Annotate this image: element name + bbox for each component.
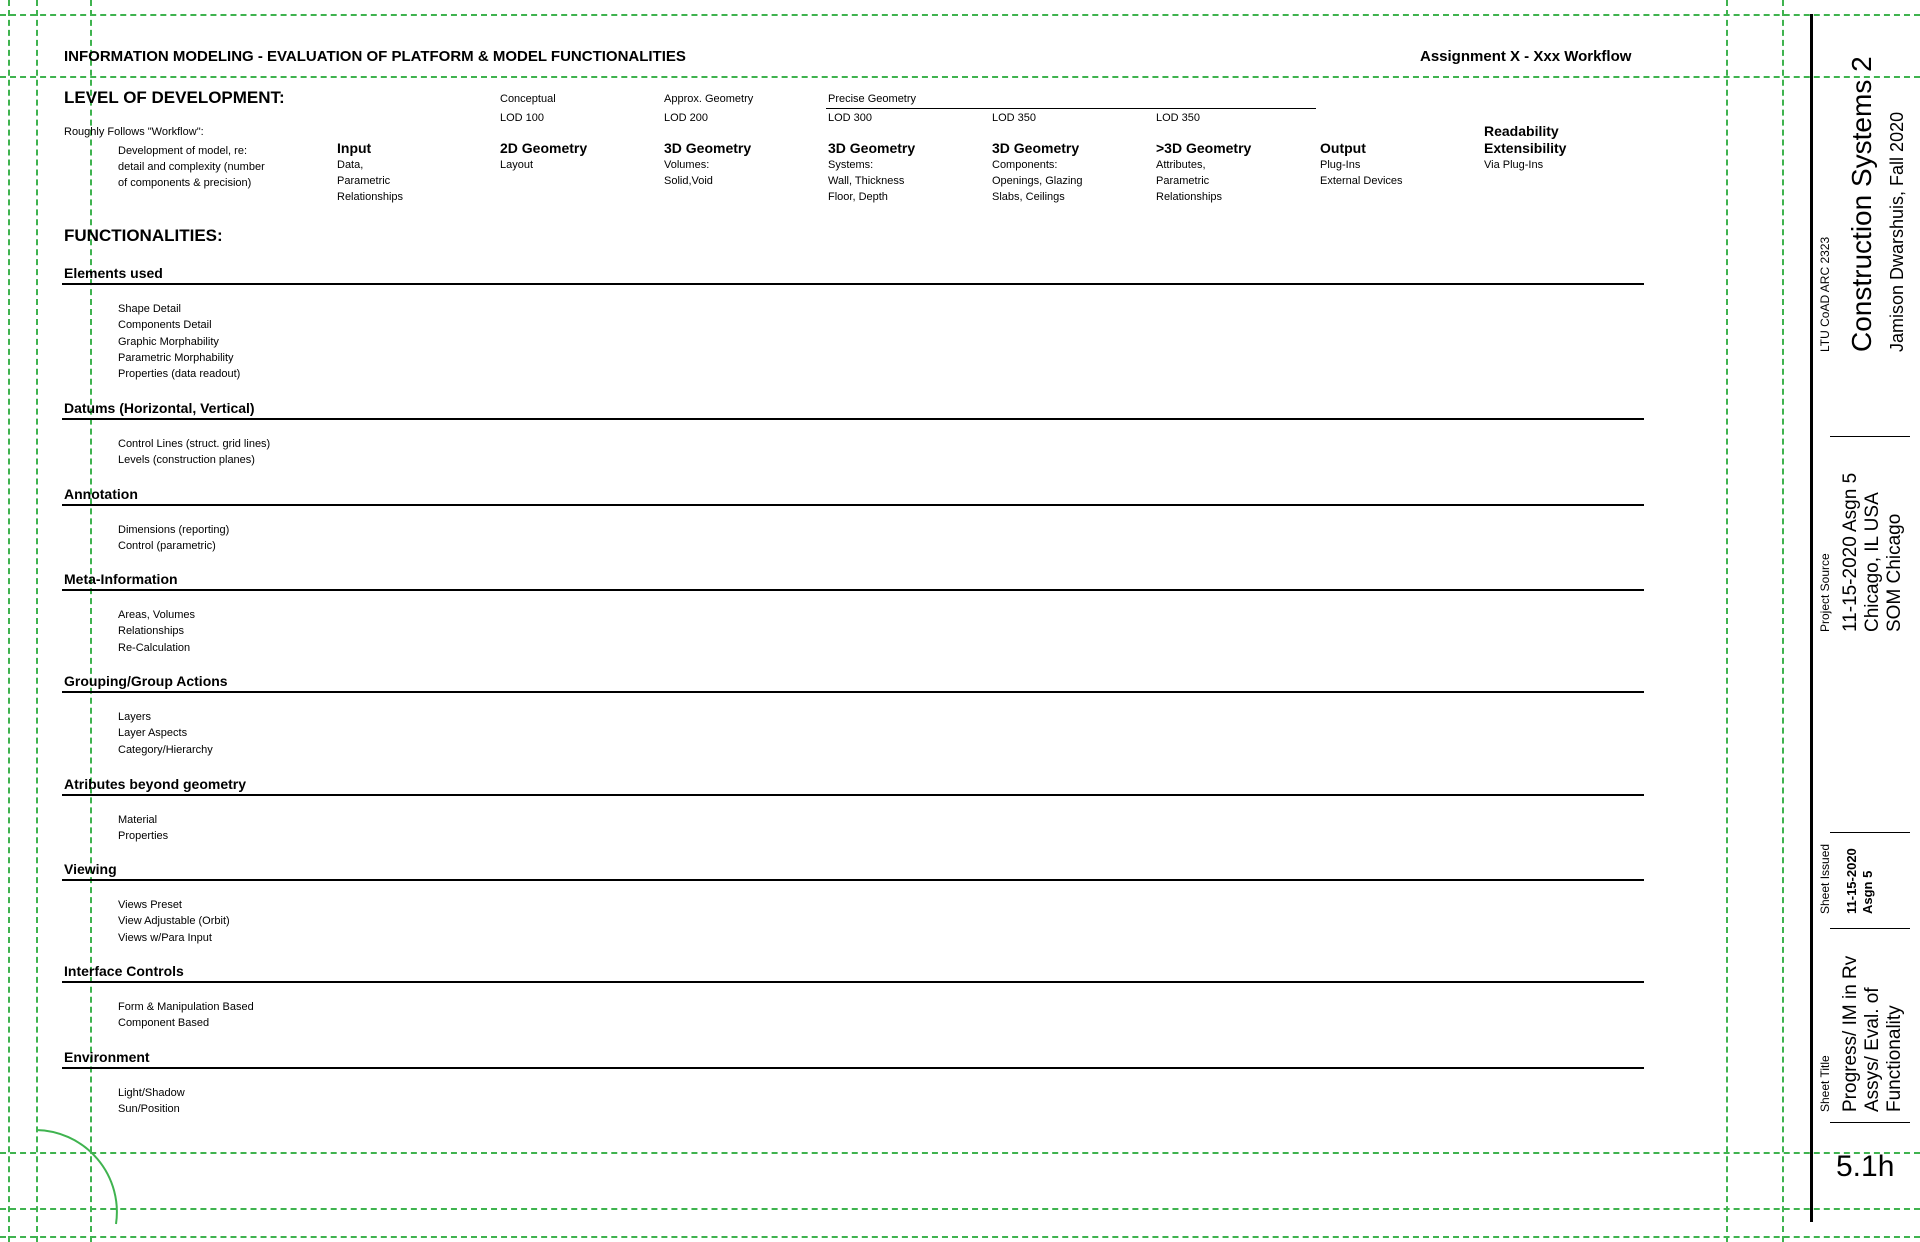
section-item: View Adjustable (Orbit) <box>118 915 230 928</box>
guide-line-right-1 <box>1726 0 1728 1242</box>
section-item: Control (parametric) <box>118 540 216 553</box>
guide-line-bottom-1 <box>0 1208 1920 1210</box>
section-item: Layer Aspects <box>118 727 188 740</box>
lod-350-b: LOD 350 <box>1156 112 1201 124</box>
guide-line-bottom-2 <box>0 1236 1920 1238</box>
section-title: Environment <box>64 1049 150 1065</box>
lod-column-3d-components: 3D Geometry Components: Openings, Glazing Slabs, Ceilings <box>992 140 1083 203</box>
sheet-title-label: Sheet Title <box>1818 1055 1832 1112</box>
section-title: Interface Controls <box>64 963 184 979</box>
section-title: Meta-Information <box>64 571 178 587</box>
lod-column-readability: Readability Extensibility Via Plug-Ins <box>1484 123 1567 171</box>
section-items <box>118 301 240 382</box>
project-info: 11-15-2020 Asgn 5 Chicago, IL USA SOM Chicago <box>1840 472 1905 632</box>
section-item: Control Lines (struct. grid lines) <box>118 438 271 450</box>
lod-column-beyond-3d: >3D Geometry Attributes, Parametric Relationships <box>1156 140 1252 203</box>
section-item: Areas, Volumes <box>118 609 196 621</box>
label-conceptual: Conceptual <box>500 93 556 105</box>
label-precise-geometry: Precise Geometry <box>828 93 917 105</box>
section-item: Components Detail <box>118 319 212 332</box>
functionalities-heading: FUNCTIONALITIES: <box>64 226 223 245</box>
guide-line-right-2 <box>1782 0 1784 1242</box>
section-item: Graphic Morphability <box>118 335 219 348</box>
section-rule <box>62 879 1644 881</box>
guide-line-top <box>0 14 1920 16</box>
section-item: Properties <box>118 830 169 843</box>
project-source-label: Project Source <box>1818 553 1832 632</box>
section-item: Views w/Para Input <box>118 931 212 944</box>
section-items <box>118 1085 185 1118</box>
title-block-border <box>1810 14 1813 1222</box>
course-code: LTU CoAD ARC 2323 <box>1818 236 1832 352</box>
development-text: Development of model, re: detail and complexity (number of components & precision) <box>118 145 265 189</box>
lod-100: LOD 100 <box>500 112 545 124</box>
section-item: Views Preset <box>118 899 182 911</box>
section-title: Datums (Horizontal, Vertical) <box>64 400 255 416</box>
guide-line-left-1 <box>8 0 10 1242</box>
section-item: Dimensions (reporting) <box>118 524 230 536</box>
sheet-issued-info: 11-15-2020 Asgn 5 <box>1844 848 1875 914</box>
section-item: Sun/Position <box>118 1103 180 1116</box>
section-title: Annotation <box>64 486 138 502</box>
section-item: Properties (data readout) <box>118 368 241 381</box>
assignment-label: Assignment X - Xxx Workflow <box>1420 48 1632 65</box>
section-items <box>118 812 168 845</box>
section-title: Viewing <box>64 861 117 877</box>
guide-line-header <box>0 76 1920 78</box>
sheet-number: 5.1h <box>1836 1150 1895 1183</box>
section-items <box>118 607 195 656</box>
section-item: Component Based <box>118 1017 210 1030</box>
section-item: Shape Detail <box>118 303 181 315</box>
section-item: Material <box>118 814 158 826</box>
section-items <box>118 436 270 469</box>
section-items <box>118 522 229 555</box>
section-rule <box>62 691 1644 693</box>
lod-column-3d-systems: 3D Geometry Systems: Wall, Thickness Floor, Depth <box>828 140 916 203</box>
title-block-rule-2 <box>1830 832 1910 833</box>
precise-geometry-rule <box>826 108 1316 109</box>
section-title: Elements used <box>64 265 163 281</box>
guide-line-left-2 <box>36 0 38 1242</box>
roughly-follows: Roughly Follows "Workflow": <box>64 126 204 138</box>
lod-heading: LEVEL OF DEVELOPMENT: <box>64 88 285 107</box>
section-item: Form & Manipulation Based <box>118 1001 254 1013</box>
section-rule <box>62 283 1644 285</box>
section-rule <box>62 1067 1644 1069</box>
guide-line-lower <box>0 1152 1920 1154</box>
lod-column-3d-volumes: 3D Geometry Volumes: Solid,Void <box>664 140 752 187</box>
section-rule <box>62 418 1644 420</box>
section-item: Parametric Morphability <box>118 351 234 364</box>
section-items <box>118 897 230 946</box>
section-items <box>118 999 254 1032</box>
section-item: Levels (construction planes) <box>118 454 255 467</box>
section-rule <box>62 794 1644 796</box>
section-rule <box>62 981 1644 983</box>
section-item: Relationships <box>118 625 185 638</box>
section-item: Light/Shadow <box>118 1087 185 1099</box>
page-title: INFORMATION MODELING - EVALUATION OF PLATFORM & MODEL FUNCTIONALITIES <box>64 48 686 65</box>
section-item: Layers <box>118 711 152 723</box>
corner-arc <box>34 1128 120 1228</box>
lod-300: LOD 300 <box>828 112 873 124</box>
sheet-issued-label: Sheet Issued <box>1818 843 1832 914</box>
label-approx-geometry: Approx. Geometry <box>664 93 754 105</box>
title-block-rule-1 <box>1830 436 1910 437</box>
course-title: Construction Systems 2 <box>1846 56 1877 352</box>
lod-350-a: LOD 350 <box>992 112 1037 124</box>
section-title: Atributes beyond geometry <box>64 776 247 792</box>
section-item: Category/Hierarchy <box>118 743 213 756</box>
section-item: Re-Calculation <box>118 641 191 654</box>
lod-column-2d-geometry: 2D Geometry Layout <box>500 140 588 171</box>
author: Jamison Dwarshuis, Fall 2020 <box>1887 111 1907 352</box>
sheet-title: Progress/ IM in Rv Assys/ Eval. of Functionality <box>1840 955 1905 1112</box>
section-items <box>118 709 213 758</box>
title-block-rule-4 <box>1830 1122 1910 1123</box>
section-title: Grouping/Group Actions <box>64 673 228 689</box>
section-rule <box>62 504 1644 506</box>
title-block-rule-3 <box>1830 928 1910 929</box>
lod-column-input: Input Data, Parametric Relationships <box>337 140 404 203</box>
lod-column-output: Output Plug-Ins External Devices <box>1320 140 1403 187</box>
section-rule <box>62 589 1644 591</box>
lod-200: LOD 200 <box>664 112 709 124</box>
